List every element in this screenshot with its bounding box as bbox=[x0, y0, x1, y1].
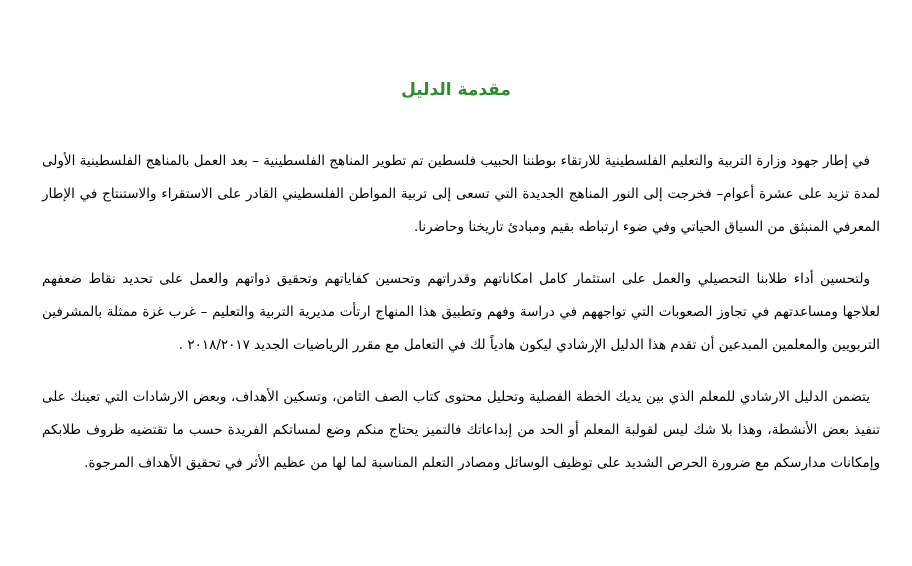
paragraph-contents: يتضمن الدليل الارشادي للمعلم الذي بين يديك الخطة الفصلية وتحليل محتوى كتاب الصف الثامن، وتسكين الأهداف، وبعض الارشادات التي تعينك على تنفيذ بعض الأنشطة، وهذا بلا شك ليس لقولبة المعلم أو الحد من إبداعاتك فالتميز يحتاج منكم وضع لمساتكم الفريدة حسب ما تقتضيه ظروف طلابكم وإمكانات مدارسكم مع ضرورة الحرص الشديد على توظيف الوسائل ومصادر التعلم المناسبة لما لها من عظيم الأثر في تحقيق الأهداف المرجوة. bbox=[42, 389, 880, 471]
paragraph-purpose: ولتحسين أداء طلابنا التحصيلي والعمل على استثمار كامل امكاناتهم وقدراتهم وتحسين كفاياتهم وتحقيق ذواتهم والعمل على تحديد نقاط ضعفهم لعلاجها ومساعدتهم في تجاوز الصعوبات التي تواجههم في دراسة وفهم وتطبيق هذا المنهاج ارتأت مديرية التربية والتعليم – غرب غزة ممثلة بالمشرفين التربويين والمعلمين المبدعين أن تقدم هذا الدليل الإرشادي ليكون هادياً لك في التعامل مع مقرر الرياضيات الجديد ٢٠١٨/٢٠١٧ . bbox=[42, 271, 880, 353]
document-body bbox=[42, 145, 880, 499]
page-title: مقدمة الدليل bbox=[401, 80, 511, 100]
paragraph-intro: في إطار جهود وزارة التربية والتعليم الفلسطينية للارتقاء بوطننا الحبيب فلسطين تم تطوير المناهج الفلسطينية – بعد العمل بالمناهج الفلسطينية الأولى لمدة تزيد على عشرة أعوام– فخرجت إلى النور المناهج الجديدة التي تسعى إلى تربية المواطن الفلسطيني القادر على الاستقراء والاستنتاج في الإطار المعرفي المنبثق من السياق الحياتي وفي ضوء ارتباطه بقيم ومبادئ تاريخنا وحاضرنا. bbox=[42, 153, 880, 235]
